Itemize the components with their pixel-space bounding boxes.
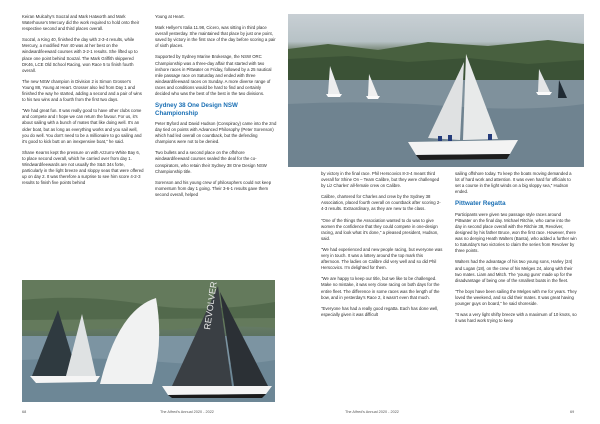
- paragraph: Mark Hellyer's Italia 11.98, Cicero, was sitting in third place overall yesterday. She maintained that place by just one point, saved by victory in the first race of the day before scoring a pair of sixth places.: [155, 25, 276, 49]
- photo-fleet-racing-art: [288, 14, 584, 167]
- section-heading: Pittwater Regatta: [455, 200, 506, 208]
- photo-fleet-racing: [288, 14, 584, 167]
- paragraph: "The boys have been sailing the Melges with me for years. They loved the weekend, and so did their mates. It was great having younger guys on board," he said shoreside.: [455, 288, 577, 306]
- page-number-right: 69: [570, 410, 575, 414]
- paragraph: Peter Byford and David Hudson (Conspiracy) came into the 2nd day tied on points with Advanced Philosophy (Peter Sorenson) which had led overall on countback, but the defending champions were not to be denied.: [155, 120, 277, 145]
- paragraph: The new NSW champion in Division 2 is Simon Grosser's Young 88, Young at Heart. Grosser also led from Day 1 and finished the way he started, adding a second and a pair of wins to his two wins and a fourth from the first two days.: [22, 78, 142, 103]
- page-number-left: 68: [22, 410, 27, 414]
- paragraph: sailing offshore today. To keep the boats moving demanded a lot of hard work and attention. It was even hard for officials to set a course in the light winds on a big sloppy sea," Hudson ended.: [455, 171, 572, 195]
- paragraph: "One of the things the Association wanted to do was to give women the confidence that they could compete in one-design racing, and look what it's done," a pleased president, Hudson, said.: [321, 217, 439, 241]
- article-column-4: [455, 171, 577, 411]
- section-heading: Sydney 38 One Design NSW Championship: [155, 102, 238, 117]
- paragraph: "We had great fun. It was really good to have other clubs come and compete and I hope we can return the favour. For us, it's about sailing with a bunch of mates that like doing well. It's an older boat, but as long as everything works and you sail well, you do well. You don't need to be a millionaire to go sailing and it's good to kick butt on an inexpensive boat," he said.: [22, 108, 142, 144]
- paragraph: Participants were given two passage style races around Pittwater on the final day. Michael Ritchie, who came into the day in second place overall with the Ritchie 38, Revolver, designed by his father Bruce, won the first race. However, there was no denying Heath Walters (Banta), who added a further win to Saturday's two victories to claim the series from Revolver by three points.: [455, 211, 577, 254]
- paragraph: "We are happy to keep our title, but we like to be challenged. Make no mistake, it was very close racing on both days for the entire fleet. The difference in some races was the length of the bow, and in yesterday's Race 2, it wasn't even that much.: [321, 276, 440, 300]
- photo-revolver: [22, 280, 275, 402]
- footer-title-left: The Alfred's Annual 2020 - 2022: [160, 410, 214, 414]
- paragraph: "It was a very light shifty breeze with a maximum of 10 knots, so it was hard work trying to keep: [455, 312, 577, 324]
- paragraph: Sorenson and his young crew of philosophers could not keep momentum from day 1 going. Their 3-6-1 results gave them second overall, helped: [155, 179, 272, 197]
- sail-lettering: REVOLVER: [202, 280, 219, 331]
- paragraph: "Everyone has had a really good regatta. Each has done well, especially given it was difficult: [321, 305, 439, 317]
- paragraph: Soozal, a King 40, finished the day with 2-3-4 results, while Mercury, a modified Farr 40 was at her best on the windward/leeward courses with 3-2-1 results. She lifted up to place one point behind Soozal. The Mark Griffith skippered DK46, LCE Old School Racing, won Race 5 to finish fourth overall.: [22, 37, 138, 73]
- article-column-2: [155, 14, 277, 274]
- paragraph: by victory in the final race. Phil Herscovics 8-3-4 meant third overall for Shine On – Team Calibre, but they were challenged by Liz Charles' all-female crew on Calibre.: [321, 171, 440, 189]
- paragraph: Supported by Sydney Marine Brokerage, the NSW ORC Championship was a three-day affair that started with two inshore races in Pittwater on Friday, followed by a 25 nautical mile passage race on Saturday and ended with three windward/leeward races on Sunday. A more diverse range of races and conditions would be hard to find and certainly decided who was the best of the best in the two divisions.: [155, 54, 272, 97]
- paragraph: Keiran Mulcahy's Soozal and Mark Hatworth and Mark Waterhouse's Mercury did the work required to hold onto their respective second and third places overall.: [22, 14, 140, 32]
- article-column-1: [22, 14, 144, 276]
- paragraph: Young at Heart.: [155, 14, 185, 19]
- article-column-3: [321, 171, 443, 411]
- photo-revolver-art: [22, 280, 275, 402]
- paragraph: "We had experienced and new people racing, but everyone was very in touch. It was a lottery around the top mark this afternoon. The ladies on Calibre did very well and so did Phil Herscovics. I'm delighted for them.: [321, 246, 443, 271]
- paragraph: Shane Kearns kept the pressure on with Azzurro-White Bay 6, to place second overall, which he carried over from day 1. Windward/leewards are not usually the S&S 34s forte, particularly in the light breeze and sloppy seas that were offered up on day 2. It was therefore a surprise to see him score 4-2-3 results to finish five points behind: [22, 149, 144, 186]
- paragraph: Calibre, chartered for Charles and crew by the Sydney 38 Association, placed fourth overall on countback after scoring 2-4-3 results. Extraordinary, as they are new to the class.: [321, 194, 441, 212]
- paragraph: Walters had the advantage of his two young sons, Harley (24) and Logan (18), on the crew of his Melges 24, along with their two mates. Liam and Mitch. The 'young guns' made up for the disadvantage of being one of the smallest boats in the fleet.: [455, 259, 573, 283]
- paragraph: Two bullets and a second place on the offshore windward/leeward courses sealed the deal for the co-conspirators, who retain their Sydney 38 One Design NSW Championship title.: [155, 150, 267, 174]
- footer-title-right: The Alfred's Annual 2020 - 2022: [345, 410, 399, 414]
